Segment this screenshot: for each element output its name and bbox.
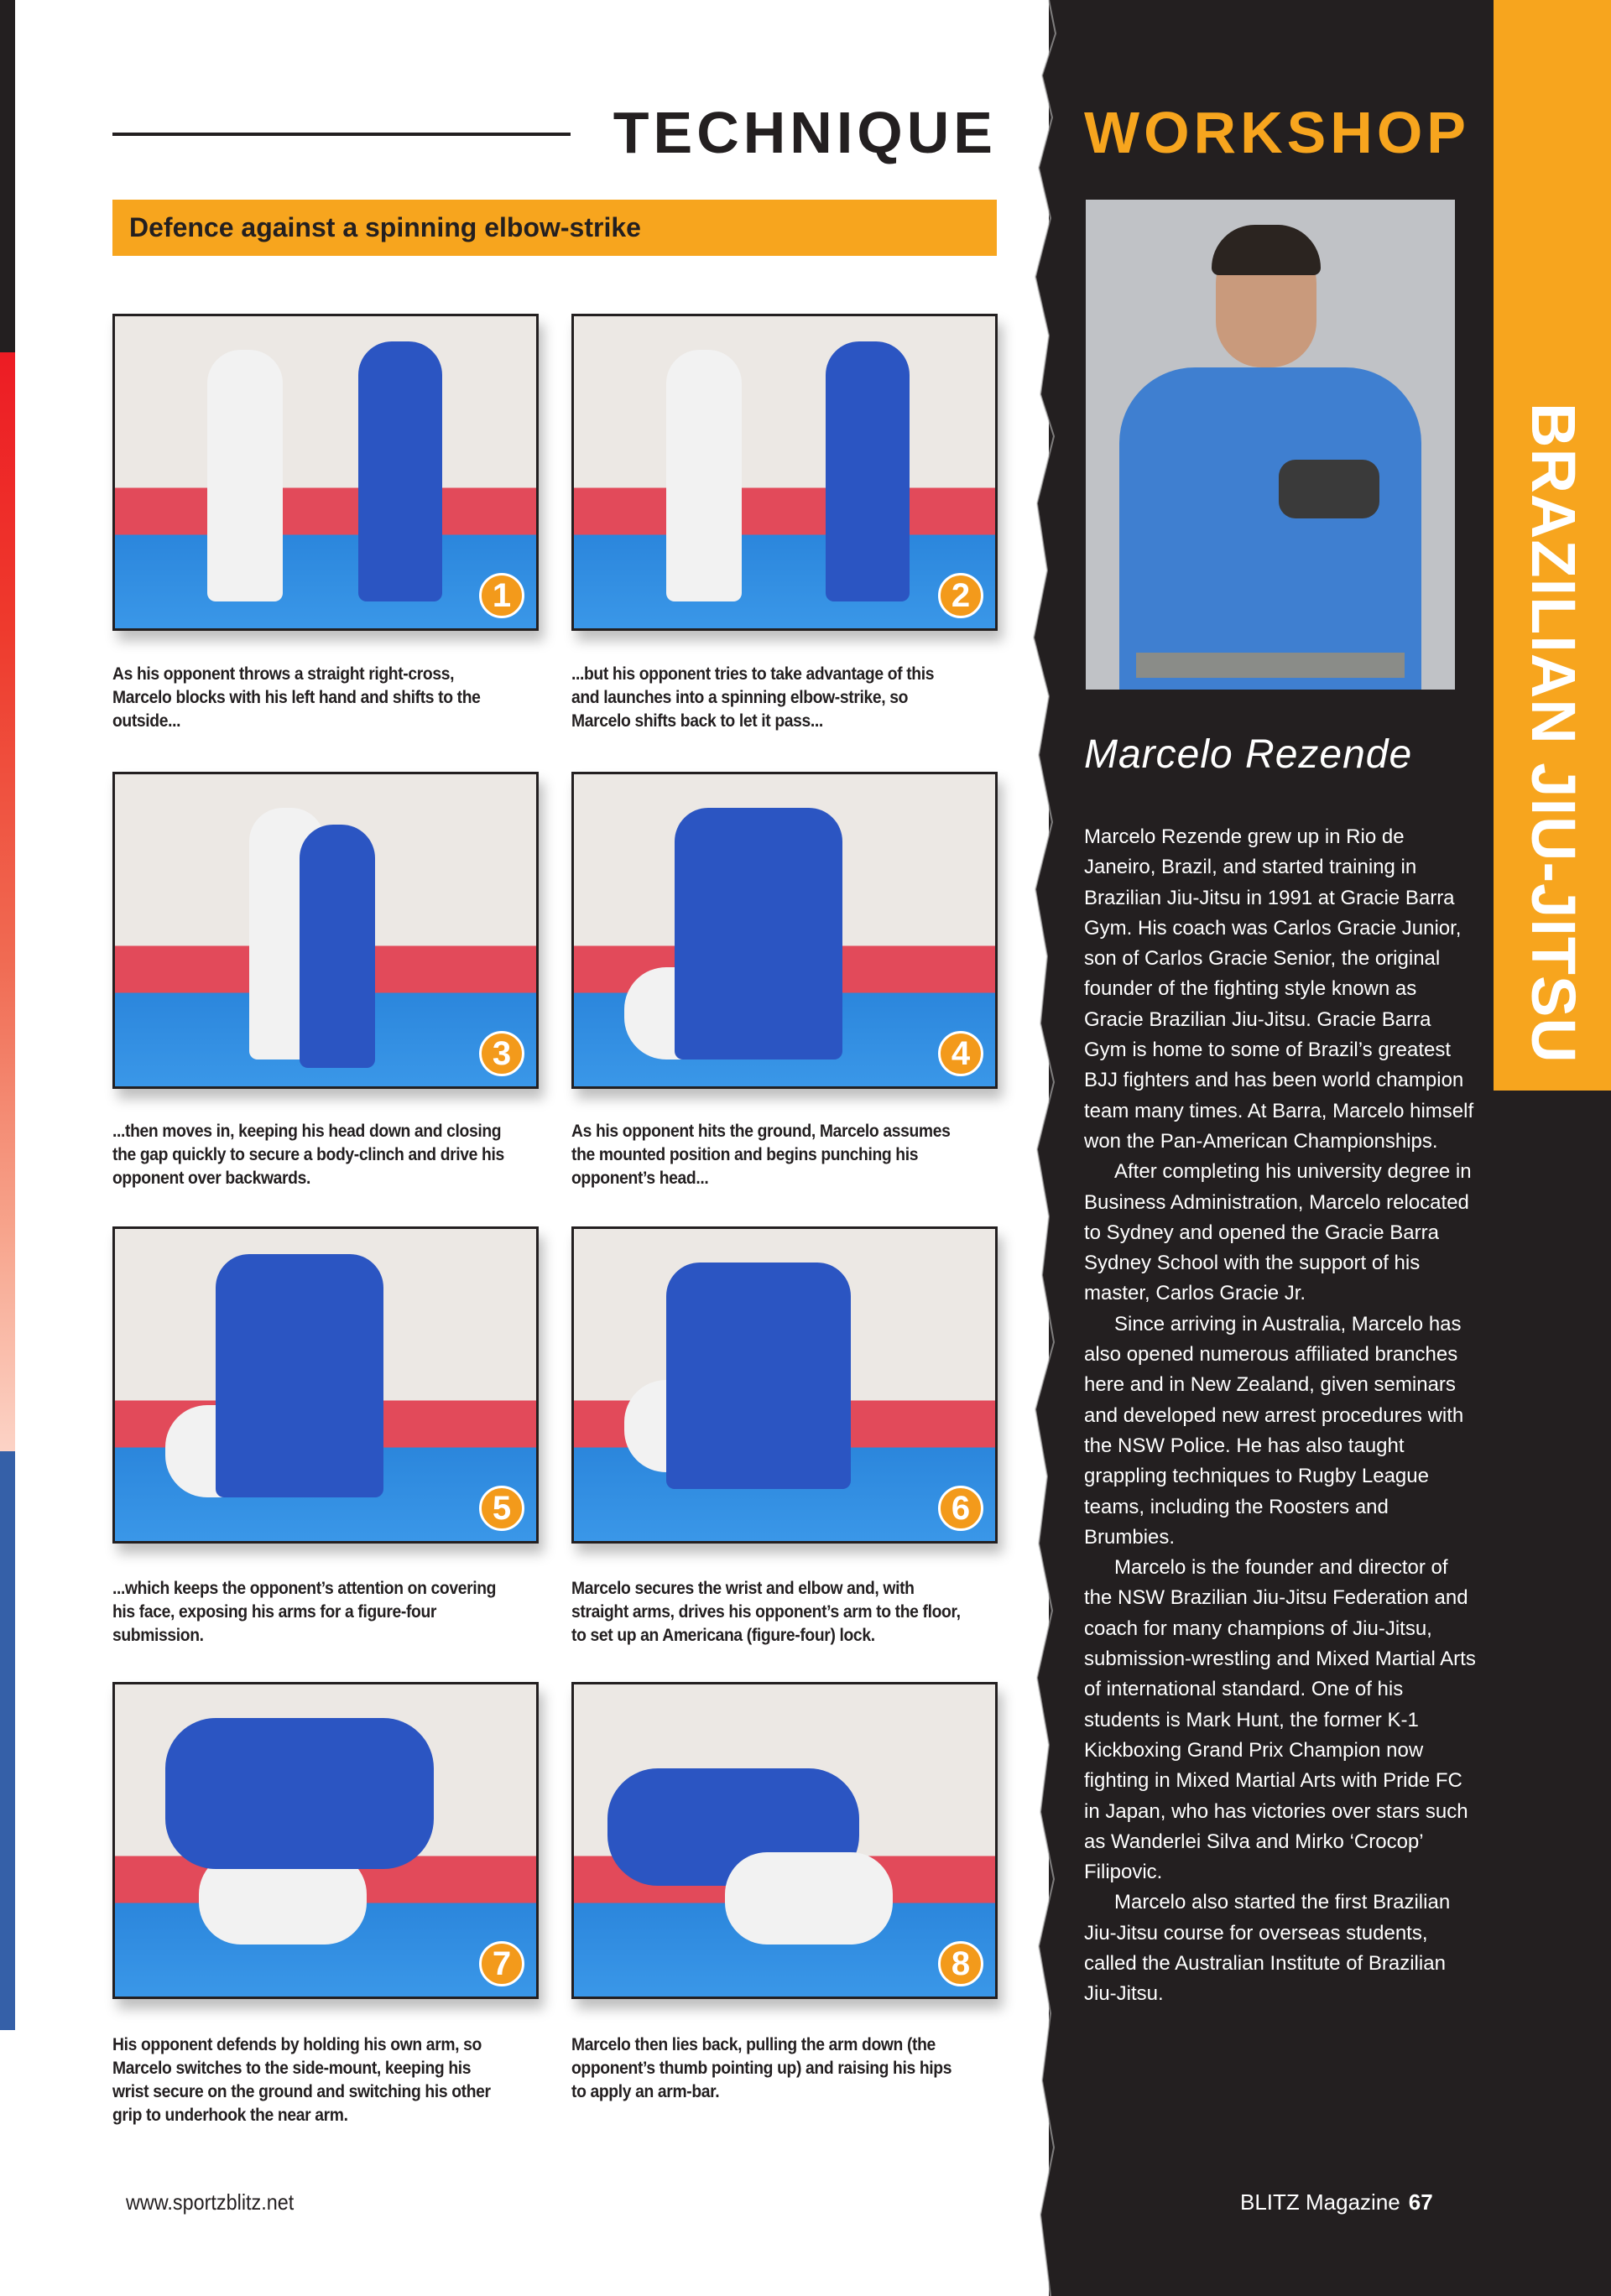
portrait-belt (1136, 653, 1405, 678)
step-caption-7: His opponent defends by holding his own arm, so Marcelo switches to the side-mount, keeping his wrist secure on the ground and switching his other grip to underhook the near arm. (112, 2035, 491, 2125)
step-photo-8 (571, 1682, 998, 1999)
bio-paragraph: Marcelo Rezende grew up in Rio de Janeiro, Brazil, and started training in Brazilian Jiu-Jitsu in 1991 at Gracie Barra Gym. His coach was Carlos Gracie Junior, son of Carlos Gracie Senior, the original founder of the fighting style known as Gracie Brazilian Jiu-Jitsu. Gracie Barra Gym is home to some of Brazil’s greatest BJJ fighters and has been world champion team many times. At Barra, Marcelo himself won the Pan-American Championships. (1084, 825, 1474, 1153)
portrait-glove (1279, 460, 1379, 518)
step-photo-1 (112, 314, 539, 631)
instructor-figure (675, 808, 842, 1059)
side-banner-title: BRAZILIAN JIU-JITSU (1519, 403, 1588, 1064)
page-number: 67 (1408, 2189, 1433, 2215)
header-rule (112, 133, 571, 136)
step-photo-7 (112, 1682, 539, 1999)
instructor-name: Marcelo Rezende (1084, 732, 1413, 777)
step-photo-3 (112, 772, 539, 1089)
instructor-figure (666, 1263, 851, 1489)
instructor-figure (216, 1254, 383, 1497)
page-title-workshop: WORKSHOP (1084, 100, 1470, 165)
step-caption-6: Marcelo secures the wrist and elbow and, with straight arms, drives his opponent’s arm to the floor, to set up an Americana (figure-four) lock. (571, 1579, 961, 1645)
step-number-badge: 4 (938, 1031, 983, 1076)
bio-paragraph: Since arriving in Australia, Marcelo has also opened numerous affiliated branches here and in New Zealand, given seminars and developed new arrest procedures with the NSW Police. He has also taught grappling techniques to Rugby League teams, including the Roosters and Brumbies. (1084, 1312, 1464, 1549)
footer-magazine (1240, 2189, 1433, 2215)
step-caption-8: Marcelo then lies back, pulling the arm down (the opponent’s thumb pointing up) and raising his hips to apply an arm-bar. (571, 2035, 952, 2101)
step-caption-5: ...which keeps the opponent’s attention on covering his face, exposing his arms for a figure-four submission. (112, 1579, 497, 1645)
step-number-badge: 2 (938, 573, 983, 618)
opponent-figure (666, 350, 742, 601)
step-photo-4 (571, 772, 998, 1089)
step-number-badge: 8 (938, 1941, 983, 1986)
step-number-badge: 3 (479, 1031, 524, 1076)
instructor-bio (1084, 822, 1478, 2010)
step-caption-1: As his opponent throws a straight right-cross, Marcelo blocks with his left hand and shifts to the outside... (112, 664, 481, 731)
bio-paragraph: Marcelo also started the first Brazilian Jiu-Jitsu course for overseas students, called the Australian Institute of Brazilian Jiu-Jitsu. (1084, 1891, 1451, 2006)
step-number-badge: 7 (479, 1941, 524, 1986)
page-title-technique: TECHNIQUE (613, 100, 997, 165)
technique-subheading: Defence against a spinning elbow-strike (112, 200, 997, 256)
bio-paragraph: After completing his university degree in Business Administration, Marcelo relocated to Sydney and opened the Gracie Barra Sydney School with the support of his master, Carlos Gracie Jr. (1084, 1160, 1472, 1305)
instructor-portrait (1086, 200, 1455, 690)
instructor-figure (300, 825, 375, 1068)
step-number-badge: 5 (479, 1486, 524, 1531)
step-caption-2: ...but his opponent tries to take advantage of this and launches into a spinning elbow-strike, so Marcelo shifts back to let it pass... (571, 664, 935, 731)
instructor-figure (165, 1718, 434, 1869)
step-photo-2 (571, 314, 998, 631)
left-color-strip-dark (0, 0, 15, 352)
left-color-strip-blue (0, 1451, 15, 2030)
left-color-strip-red (0, 352, 15, 1451)
step-caption-4: As his opponent hits the ground, Marcelo assumes the mounted position and begins punching his opponent’s head... (571, 1122, 951, 1188)
instructor-figure (826, 341, 910, 601)
step-number-badge: 1 (479, 573, 524, 618)
bio-paragraph: Marcelo is the founder and director of the NSW Brazilian Jiu-Jitsu Federation and coach for many champions of Jiu-Jitsu, submission-wrestling and Mixed Martial Arts of international standard. One of his students is Mark Hunt, the former K-1 Kickboxing Grand Prix Champion now fighting in Mixed Martial Arts with Pride FC in Japan, who has victories over stars such as Wanderlei Silva and Mirko ‘Crocop’ Filipovic. (1084, 1556, 1476, 1884)
side-banner-title-container (1494, 0, 1611, 1091)
portrait-gi (1119, 367, 1421, 690)
instructor-figure (358, 341, 442, 601)
step-photo-6 (571, 1226, 998, 1544)
footer-website: www.sportzblitz.net (126, 2189, 295, 2215)
opponent-figure (207, 350, 283, 601)
step-caption-3: ...then moves in, keeping his head down and closing the gap quickly to secure a body-clinch and drive his opponent over backwards. (112, 1122, 504, 1188)
step-number-badge: 6 (938, 1486, 983, 1531)
footer-magazine-name: BLITZ Magazine (1240, 2189, 1400, 2215)
opponent-figure (725, 1852, 893, 1945)
torn-paper-edge (1030, 0, 1072, 2296)
portrait-hair (1212, 225, 1321, 275)
step-photo-5 (112, 1226, 539, 1544)
